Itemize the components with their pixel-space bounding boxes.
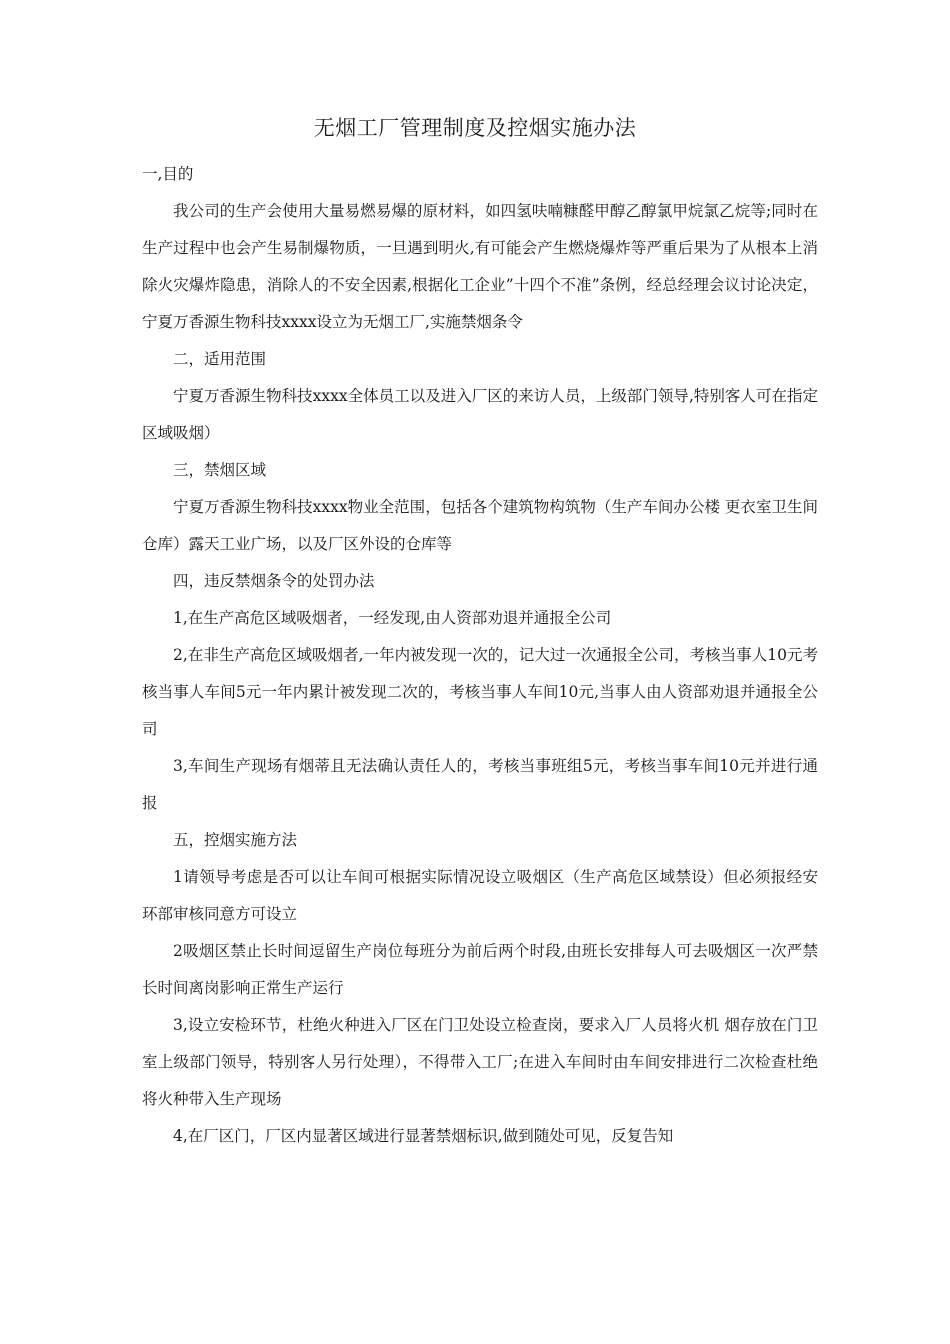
document-title: 无烟工厂管理制度及控烟实施办法 [313,116,637,140]
penalty-item-1: 1,在生产高危区域吸烟者，一经发现,由人资部劝退并通报全公司 [173,609,612,627]
paragraph-purpose: 我公司的生产会使用大量易燃易爆的原材料，如四氢呋喃糠醛甲醇乙醇氯甲烷氯乙烷等;同时在生产过程中也会产生易制爆物质，一旦遇到明火,有可能会产生燃烧爆炸等严重后果为了从根本上消除火灾爆炸隐患，消除人的不安全因素,根据化工企业”十四个不准”条例，经总经理会议讨论决定，宁夏万香源生物科技xxxx设立为无烟工厂,实施禁烟条令 [142,202,818,331]
method-item-2: 2吸烟区禁止长时间逗留生产岗位每班分为前后两个时段,由班长安排每人可去吸烟区一次严禁长时间离岗影响正常生产运行 [142,942,818,997]
paragraph-scope: 宁夏万香源生物科技xxxx全体员工以及进入厂区的来访人员，上级部门领导,特别客人可在指定区域吸烟） [142,387,818,442]
penalty-item-3: 3,车间生产现场有烟蒂且无法确认责任人的，考核当事班组5元，考核当事车间10元并进行通报 [142,757,818,812]
section-heading-scope: 二，适用范围 [173,350,267,368]
section-heading-penalties: 四，违反禁烟条令的处罚办法 [173,572,375,590]
method-item-3: 3,设立安检环节，杜绝火种进入厂区在门卫处设立检查岗，要求入厂人员将火机 烟存放在门卫室上级部门领导，特别客人另行处理），不得带入工厂;在进入车间时由车间安排进行二次检查杜绝将火种带入生产现场 [142,1016,818,1108]
section-heading-no-smoking-area: 三，禁烟区域 [173,461,267,479]
section-heading-purpose: 一,目的 [142,165,194,183]
document-body [142,156,818,1155]
method-item-1: 1请领导考虑是否可以让车间可根据实际情况设立吸烟区（生产高危区域禁设）但必须报经安环部审核同意方可设立 [142,868,818,923]
penalty-item-2: 2,在非生产高危区域吸烟者,一年内被发现一次的，记大过一次通报全公司，考核当事人10元考核当事人车间5元一年内累计被发现二次的，考核当事人车间10元,当事人由人资部劝退并通报全公司 [142,646,818,738]
paragraph-no-smoking-area: 宁夏万香源生物科技xxxx物业全范围，包括各个建筑物构筑物（生产车间办公楼 更衣室卫生间仓库）露天工业广场，以及厂区外设的仓库等 [142,498,818,553]
section-heading-methods: 五，控烟实施方法 [173,831,298,849]
method-item-4: 4,在厂区门，厂区内显著区域进行显著禁烟标识,做到随处可见，反复告知 [173,1127,674,1145]
